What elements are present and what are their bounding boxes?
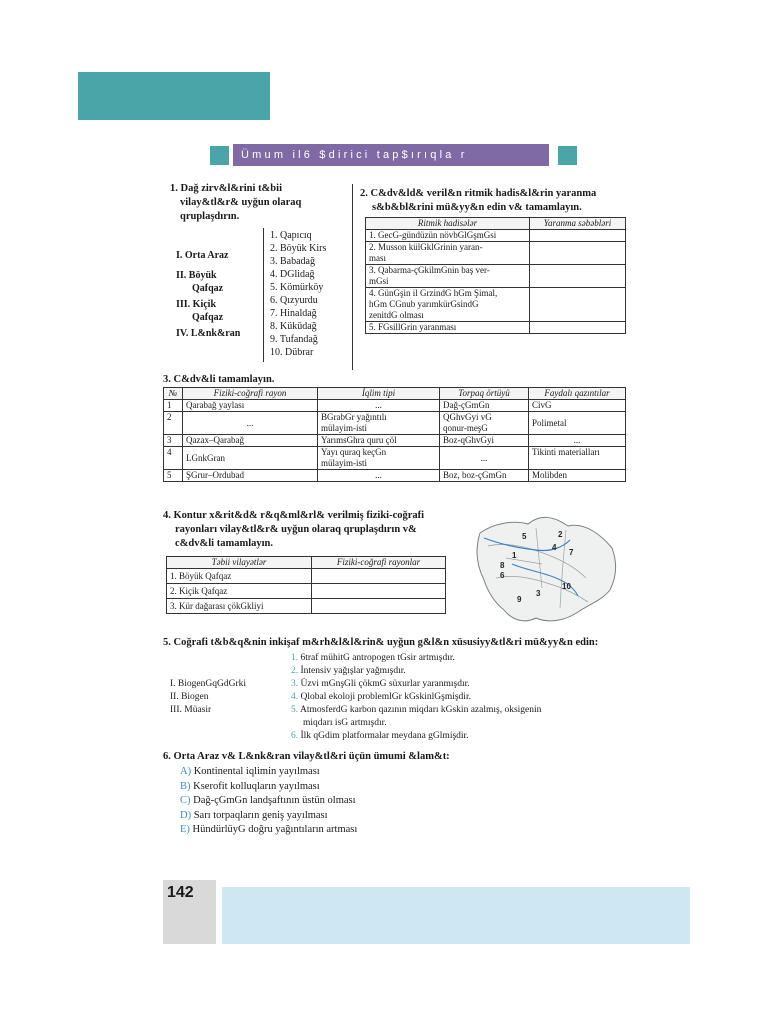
q2-header-causes: Yaranma səbəbləri (530, 218, 626, 230)
q4-table (166, 556, 446, 614)
q2-row: 4. GünGşin il GrzindG hGm Şimal, hGm CGnub yarımkürGsindG zenitdG olması (366, 288, 530, 322)
table-row: 3. Kür dağarası çökGkliyi (167, 599, 446, 614)
q4-header: Fiziki-coğrafi rayonlar (312, 557, 446, 569)
q5-items: 1. 6traf mühitG antropogen tGsir artmışdır. 2. İntensiv yağışlar yağmışdır. 3. Üzvi mGnşGli çökmG süxurlar yaranmışdır. 4. Qlobal ekoloji problemlGr kGskinlGşmişdir. 5. AtmosferdG karbon qazının miqdarı kGskin azalmış, oksigenin miqdarı isG artmışdır. 6. İlk qGdim platformalar meydana gGlmişdir. (291, 653, 542, 741)
column-divider (352, 184, 353, 370)
map-label: 4 (552, 543, 557, 552)
map-label: 1 (512, 551, 517, 560)
q2-row: 3. Qabarma-çGkilmGnin baş ver- mGsi (366, 265, 530, 288)
q3-header: İqlim tipi (318, 388, 440, 400)
table-row: 1 Qarabağ yaylası ... Dağ-çGmGn CivG (164, 400, 626, 412)
option-e[interactable]: E) HündürlüyG doğru yağıntıların artması (180, 824, 358, 836)
map-label: 3 (536, 589, 541, 598)
table-row: 3 Qazax–Qarabağ YarımsGhra quru çöl Boz-qGhvGyi ... (164, 435, 626, 447)
map-label: 8 (500, 561, 505, 570)
q3-table (163, 387, 626, 482)
contour-map (466, 508, 624, 630)
q2-title: 2. C&dv&ld& veril&n ritmik hadis&l&rin yaranma s&b&bl&rini mü&yy&n edin v& tamamlayın. (360, 188, 597, 213)
q4-title: 4. Kontur x&rit&d& r&q&ml&rl& verilmiş fiziki-coğrafi rayonları vilay&tl&r& uyğun olaraq qruplaşdırın v& c&dv&li tamamlayın. (163, 510, 425, 549)
map-label: 7 (569, 548, 574, 557)
option-c[interactable]: C) Dağ-çGmGn landşaftının üstün olması (180, 795, 356, 807)
header-square-right (558, 146, 577, 165)
corner-decoration (78, 72, 270, 120)
table-row: 5 ŞGrur–Ordubad ... Boz, boz-çGmGn Molibden (164, 470, 626, 482)
section-title: Ümum il6 $dirici tap$ırıqla r (233, 144, 549, 166)
table-row: 1. Böyük Qafqaz (167, 569, 446, 584)
q3-header: Fiziki-coğrafi rayon (183, 388, 318, 400)
q2-table (365, 217, 626, 334)
q6-title: 6. Orta Araz v& L&nk&ran vilay&tl&ri üçün ümumi &lam&t: (163, 751, 450, 762)
option-b[interactable]: B) Kserofit kolluqların yayılması (180, 780, 320, 792)
q5-stages: I. BiogenGqGdGrki II. Biogen III. Müasir (170, 679, 246, 715)
q3-header: Faydalı qazıntılar (529, 388, 626, 400)
table-row: 2 ... BGrabGr yağıntılı mülayim-isti QGhvGyi vG qonur-meşG Polimetal (164, 412, 626, 435)
map-label: 10 (562, 582, 571, 591)
q2-header-events: Ritmik hadisələr (366, 218, 530, 230)
q3-header: Torpaq örtüyü (440, 388, 529, 400)
q1-divider (263, 228, 264, 362)
q3-header: № (164, 388, 183, 400)
table-row: 2. Kiçik Qafqaz (167, 584, 446, 599)
q2-row: 5. FGsillGrin yaranması (366, 322, 530, 334)
q1-peaks-list: 1. Qapıcıq 2. Böyük Kirs 3. Babadağ 4. DGlidağ 5. Kömürköy 6. Qızyurdu 7. Hinaldağ 8. Kükūdağ 9. Tufandağ 10. Dübrar (270, 230, 327, 358)
q2-row: 1. GecG-gündüzün növbGlGşmGsi (366, 230, 530, 242)
header-square-left (210, 146, 229, 165)
map-label: 2 (558, 530, 563, 539)
q5-title: 5. Coğrafi t&b&q&nin inkişaf m&rh&l&l&rin& uyğun g&l&n xüsusiyy&tl&ri mü&yy&n edin: (163, 637, 599, 648)
q1-regions: I. Orta Araz II. Böyük Qafqaz III. Kiçik Qafqaz IV. L&nk&ran (176, 250, 241, 339)
q1-title: 1. Dağ zirv&l&rini t&bii vilay&tl&r& uyğun olaraq qruplaşdırın. (170, 183, 302, 222)
option-d[interactable]: D) Sarı torpaqların geniş yayılması (180, 809, 328, 821)
option-a[interactable]: A) Kontinental iqlimin yayılması (180, 766, 320, 777)
map-label: 6 (500, 571, 505, 580)
map-label: 9 (517, 595, 522, 604)
q2-row: 2. Musson külGklGrinin yaran- ması (366, 242, 530, 265)
footer-bar (222, 887, 690, 944)
q4-header: Təbii vilayətlər (167, 557, 312, 569)
map-label: 5 (522, 532, 527, 541)
q3-title: 3. C&dv&li tamamlayın. (163, 374, 275, 385)
q6-options (180, 765, 357, 838)
page-number: 142 (163, 880, 216, 944)
table-row: 4 LGnkGran Yayı quraq keçGn mülayim-isti ... Tikinti materialları (164, 447, 626, 470)
